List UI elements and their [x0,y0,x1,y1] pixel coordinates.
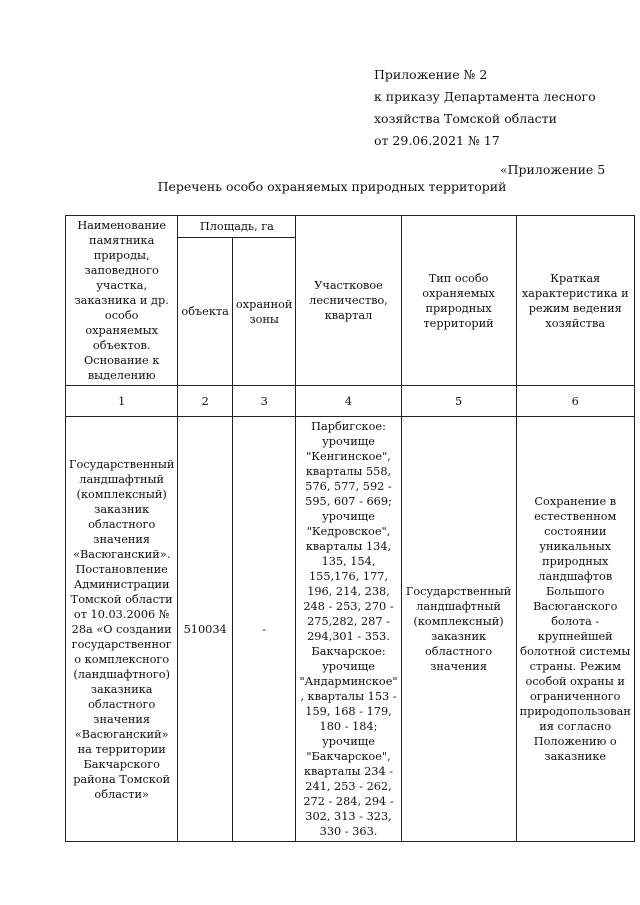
header-object-area: объекта [178,238,233,386]
cell-buffer-zone: - [232,417,296,842]
header-line-appendix-number: Приложение № 2 [374,67,488,82]
column-number: 6 [516,386,634,417]
table-row [66,417,635,842]
cell-name-basis: Государственный ландшафтный (комплексный) заказник областного значения «Васюганский». Постановление Администрации Томской области от 10.03.2006 № 28а «О создании государственног о комплексного (ландшафтного) заказника областного значения «Васюганский» на территории Бакчарского района Томской области» [66,417,178,842]
cell-description: Сохранение в естественном состоянии уникальных природных ландшафтов Большого Васюганского болота - крупнейшей болотной системы страны. Режим особой охраны и ограниченного природопользован ия согласно Положению о заказнике [516,417,634,842]
header-name-basis: Наименование памятника природы, заповедного участка, заказника и др. особо охраняемых объектов. Основание к выделению [66,216,178,386]
column-number: 4 [296,386,401,417]
appendix-label: «Приложение 5 [500,162,606,177]
cell-object-area: 510034 [178,417,233,842]
column-number: 5 [401,386,516,417]
header-buffer-zone: охранной зоны [232,238,296,386]
column-number: 2 [178,386,233,417]
protected-areas-table [65,215,635,842]
header-line-department: хозяйства Томской области [374,111,557,126]
header-territory-type: Тип особо охраняемых природных территорий [401,216,516,386]
column-number: 3 [232,386,296,417]
column-number-row [66,386,635,417]
cell-territory-type: Государственный ландшафтный (комплексный) заказник областного значения [401,417,516,842]
cell-forestry-quarter: Парбигское: урочище "Кенгинское", кварталы 558, 576, 577, 592 - 595, 607 - 669; урочище "Кедровское", кварталы 134, 135, 154, 155,176, 177, 196, 214, 238, 248 - 253, 270 - 275,282, 287 - 294,301 - 353. Бакчарское: урочище "Андарминское" , кварталы 153 - 159, 168 - 179, 180 - 184; урочище "Бакчарское", кварталы 234 - 241, 253 - 262, 272 - 284, 294 - 302, 313 - 323, 330 - 363. [296,417,401,842]
header-line-date: от 29.06.2021 № 17 [374,133,500,148]
appendix-header [374,64,596,152]
header-description: Краткая характеристика и режим ведения хозяйства [516,216,634,386]
header-forestry-quarter: Участковое лесничество, квартал [296,216,401,386]
table-header-row [66,216,635,238]
column-number: 1 [66,386,178,417]
header-line-order-reference: к приказу Департамента лесного [374,89,596,104]
document-title: Перечень особо охраняемых природных территорий [157,179,507,194]
header-area-group: Площадь, га [178,216,296,238]
